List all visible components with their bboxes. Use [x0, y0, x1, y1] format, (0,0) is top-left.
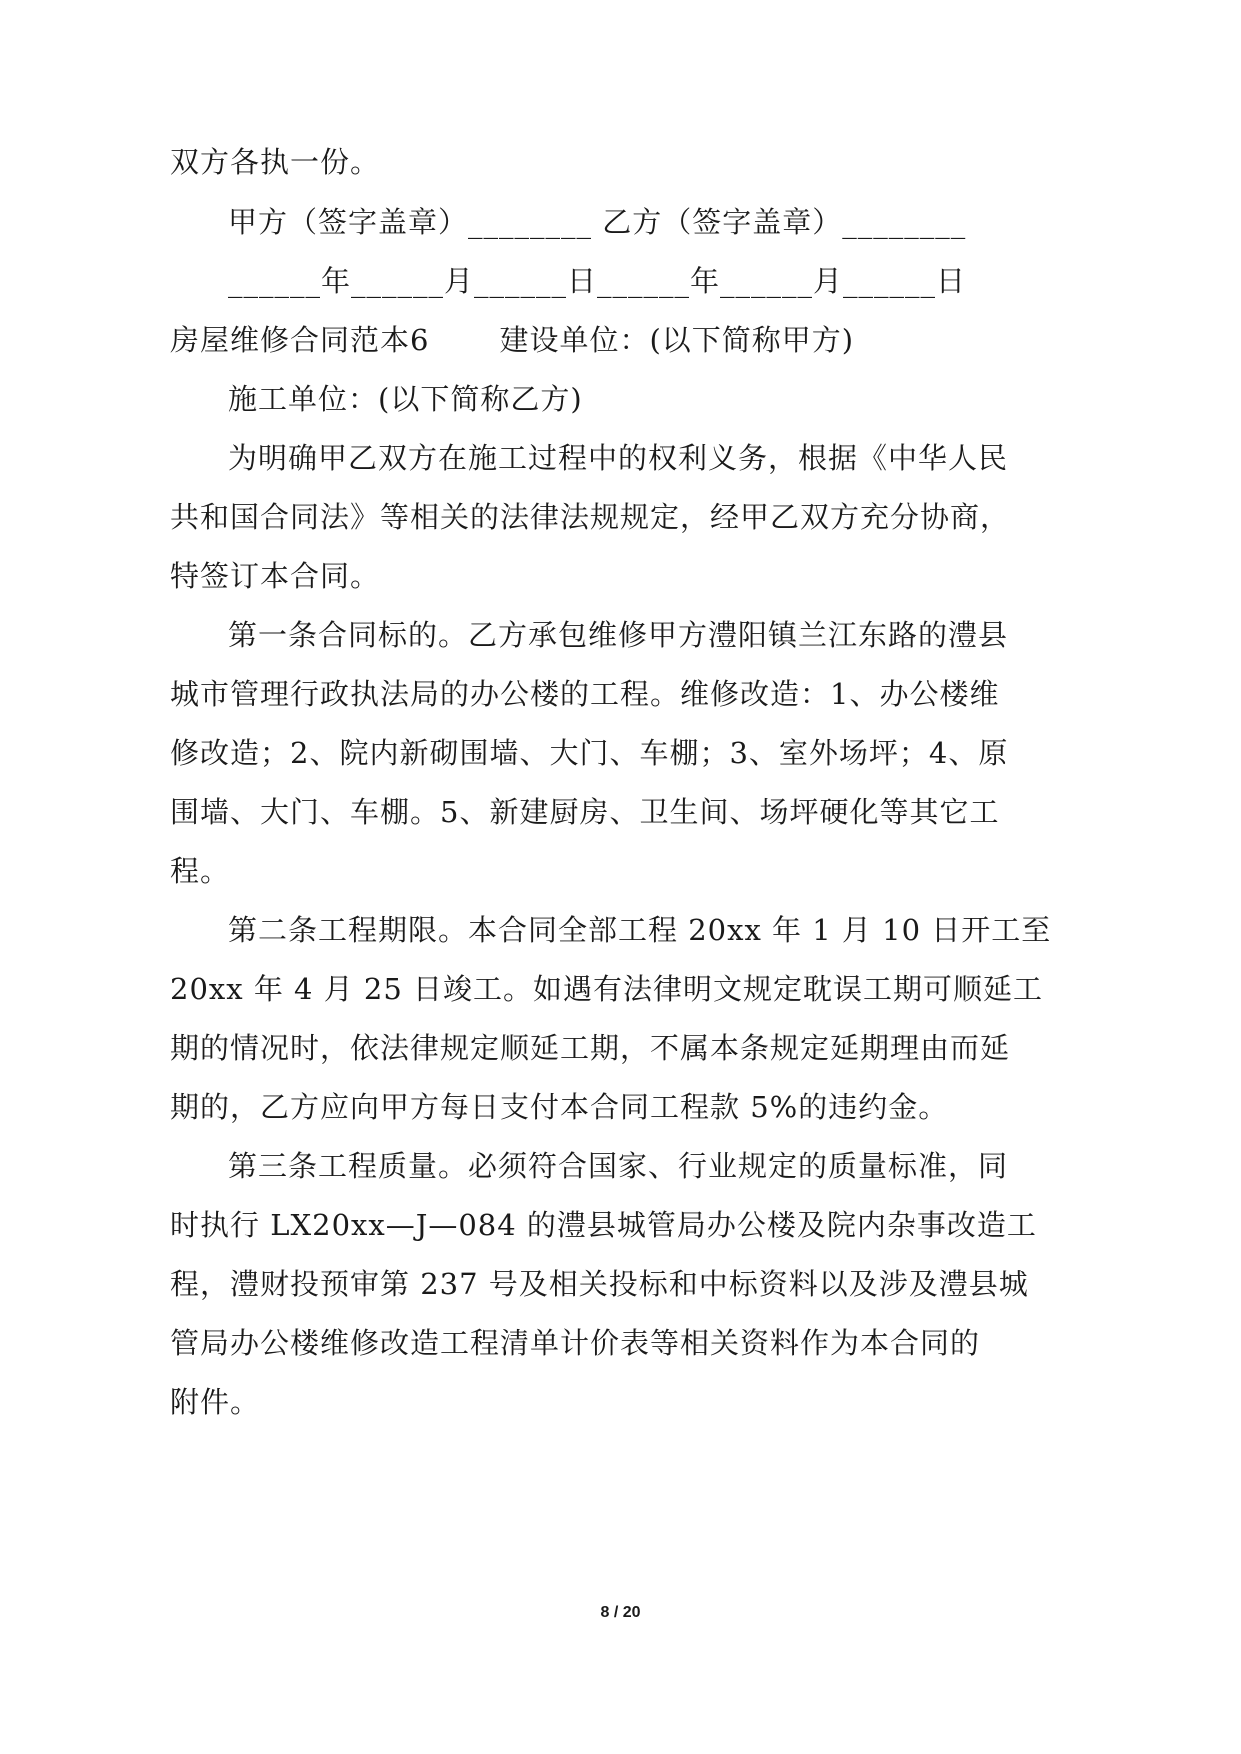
text-line: 双方各执一份。	[170, 145, 381, 179]
text-line: 时执行 LX20xx—J—084 的澧县城管局办公楼及院内杂事改造工	[170, 1208, 1037, 1242]
text-line: 第三条工程质量。必须符合国家、行业规定的质量标准，同	[228, 1149, 1009, 1183]
text-line: 特签订本合同。	[170, 559, 381, 593]
text-line: 附件。	[170, 1385, 261, 1419]
text-line: 修改造；2、院内新砌围墙、大门、车棚；3、室外场坪；4、原	[170, 736, 1009, 770]
text-line: 共和国合同法》等相关的法律法规规定，经甲乙双方充分协商，	[170, 500, 1011, 534]
contract-title-row	[170, 318, 854, 362]
text-line: 20xx 年 4 月 25 日竣工。如遇有法律明文规定耽误工期可顺延工	[170, 972, 1044, 1006]
text-line: 城市管理行政执法局的办公楼的工程。维修改造：1、办公楼维	[170, 677, 1000, 711]
text-line: 期的情况时，依法律规定顺延工期，不属本条规定延期理由而延	[170, 1031, 1011, 1065]
party-b-label: 施工单位：(以下简称乙方)	[228, 382, 583, 416]
signature-line: 甲方（签字盖章）________ 乙方（签字盖章）________	[228, 205, 967, 239]
text-line: 程，澧财投预审第 237 号及相关投标和中标资料以及涉及澧县城	[170, 1267, 1029, 1301]
text-line: 第一条合同标的。乙方承包维修甲方澧阳镇兰江东路的澧县	[228, 618, 1009, 652]
text-line: 管局办公楼维修改造工程清单计价表等相关资料作为本合同的	[170, 1326, 981, 1360]
text-line: 围墙、大门、车棚。5、新建厨房、卫生间、场坪硬化等其它工	[170, 795, 1000, 829]
text-line: 程。	[170, 854, 231, 888]
date-line: ______年______月______日______年______月______日	[228, 264, 967, 298]
page-number: 8 / 20	[600, 1604, 641, 1621]
text-line: 为明确甲乙双方在施工过程中的权利义务，根据《中华人民	[228, 441, 1009, 475]
text-line: 第二条工程期限。本合同全部工程 20xx 年 1 月 10 日开工至	[228, 913, 1052, 947]
party-a-label: 建设单位：(以下简称甲方)	[499, 323, 855, 357]
text-line: 期的，乙方应向甲方每日支付本合同工程款 5%的违约金。	[170, 1090, 949, 1124]
contract-title: 房屋维修合同范本6	[170, 323, 430, 357]
